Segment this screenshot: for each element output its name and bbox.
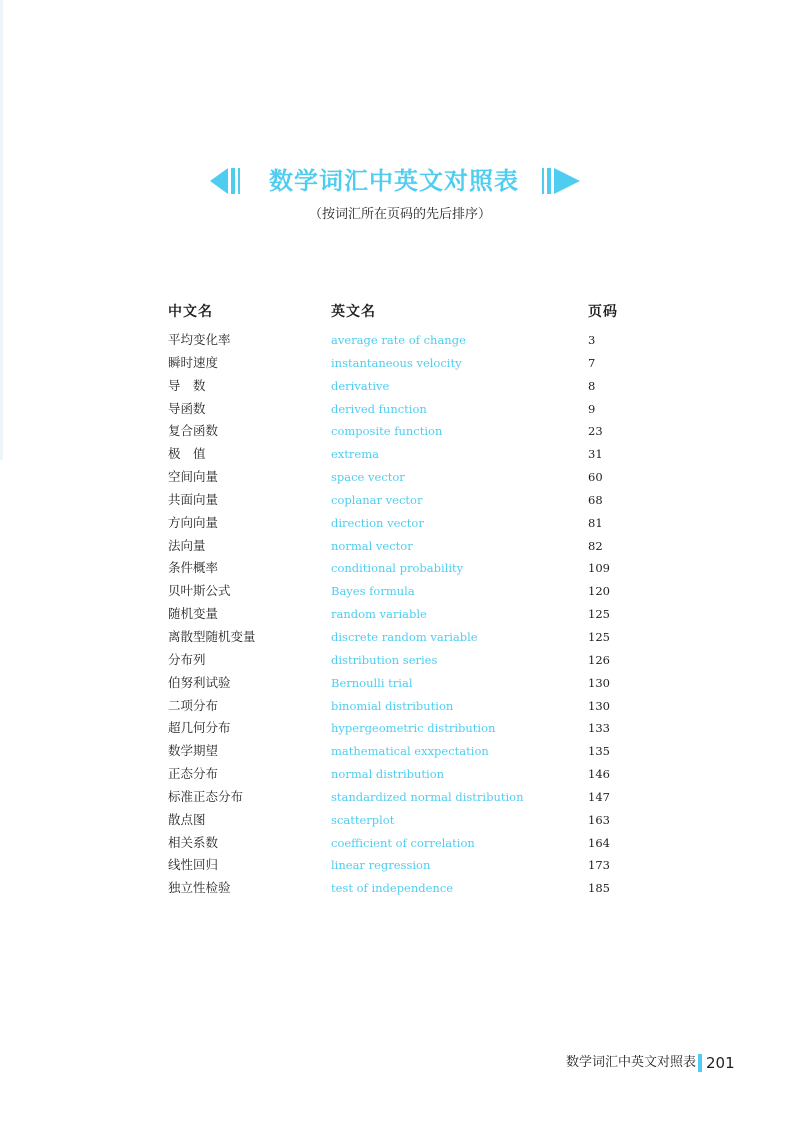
term-page: 164 (588, 835, 610, 850)
term-chinese: 标准正态分布 (168, 788, 244, 804)
term-english: average rate of change (331, 333, 466, 347)
term-chinese: 二项分布 (168, 697, 219, 713)
term-page: 82 (588, 538, 603, 553)
term-english: linear regression (331, 858, 431, 873)
term-chinese: 瞬时速度 (168, 354, 219, 370)
term-english: test of independence (331, 881, 454, 896)
term-english: instantaneous velocity (331, 355, 462, 370)
glossary-row (0, 877, 800, 900)
term-chinese: 伯努利试验 (168, 674, 231, 690)
term-page: 125 (588, 607, 610, 622)
term-page: 130 (588, 698, 610, 713)
footer-divider (698, 1054, 702, 1072)
term-chinese: 数学期望 (168, 743, 219, 759)
term-page: 133 (588, 721, 610, 736)
glossary-row (0, 375, 800, 398)
glossary-row (0, 489, 800, 512)
page-title: 数学词汇中英文对照表 (269, 167, 519, 195)
glossary-row (0, 580, 800, 603)
term-english: mathematical exxpectation (331, 744, 489, 759)
term-chinese: 法向量 (168, 537, 206, 553)
column-header-page: 页码 (588, 304, 618, 320)
term-english: random variable (331, 607, 427, 622)
term-english: coplanar vector (331, 492, 423, 507)
column-header-english: 英文名 (331, 304, 376, 320)
term-page: 23 (588, 424, 603, 439)
term-chinese: 离散型随机变量 (168, 628, 256, 644)
term-page: 147 (588, 789, 610, 804)
term-english: standardized normal distribution (331, 789, 524, 804)
term-page: 31 (588, 447, 603, 462)
term-english: derivative (331, 378, 390, 393)
term-english: space vector (331, 470, 405, 485)
term-chinese: 线性回归 (168, 857, 219, 873)
term-page: 146 (588, 767, 610, 782)
term-english: distribution series (331, 652, 438, 667)
glossary-row (0, 809, 800, 832)
term-page: 60 (588, 470, 603, 485)
glossary-row (0, 535, 800, 558)
column-header-chinese: 中文名 (168, 304, 213, 320)
term-chinese: 方向向量 (168, 514, 219, 530)
term-english: discrete random variable (331, 629, 478, 644)
glossary-row (0, 717, 800, 740)
term-chinese: 条件概率 (168, 560, 219, 576)
term-english: Bayes formula (331, 584, 415, 599)
term-chinese: 散点图 (168, 811, 206, 827)
glossary-row (0, 672, 800, 695)
glossary-row (0, 420, 800, 443)
term-english: binomial distribution (331, 698, 454, 713)
glossary-row (0, 626, 800, 649)
term-english: normal vector (331, 538, 413, 553)
term-page: 173 (588, 858, 610, 873)
title-band (0, 164, 800, 198)
term-english: scatterplot (331, 812, 395, 827)
term-english: composite function (331, 424, 443, 439)
page-footer (0, 1052, 800, 1074)
glossary-row (0, 398, 800, 421)
glossary-row (0, 329, 800, 352)
glossary-row (0, 695, 800, 718)
term-chinese: 复合函数 (168, 423, 219, 439)
term-chinese: 贝叶斯公式 (168, 583, 231, 599)
glossary-list (0, 329, 800, 900)
footer-title: 数学词汇中英文对照表 (565, 1055, 696, 1070)
term-chinese: 平均变化率 (168, 332, 231, 347)
glossary-row (0, 832, 800, 855)
term-chinese: 分布列 (168, 651, 206, 667)
glossary-row (0, 603, 800, 626)
term-page: 120 (588, 584, 610, 599)
term-page: 125 (588, 629, 610, 644)
term-page: 3 (588, 333, 596, 347)
glossary-row (0, 512, 800, 535)
term-page: 68 (588, 492, 603, 507)
term-english: Bernoulli trial (331, 675, 413, 690)
term-chinese: 极 值 (168, 446, 206, 462)
glossary-row (0, 854, 800, 877)
glossary-row (0, 443, 800, 466)
term-chinese: 导函数 (168, 400, 206, 416)
term-english: extrema (331, 447, 379, 462)
term-english: hypergeometric distribution (331, 721, 496, 736)
glossary-row (0, 352, 800, 375)
right-arrow-icon (540, 164, 580, 198)
term-chinese: 随机变量 (168, 606, 219, 622)
term-page: 185 (588, 881, 610, 896)
term-page: 135 (588, 744, 610, 759)
term-page: 130 (588, 675, 610, 690)
term-english: direction vector (331, 515, 424, 530)
term-chinese: 超几何分布 (168, 720, 231, 736)
glossary-row (0, 786, 800, 809)
glossary-row (0, 740, 800, 763)
term-chinese: 共面向量 (168, 491, 219, 507)
glossary-row (0, 763, 800, 786)
term-page: 109 (588, 561, 610, 576)
term-english: conditional probability (331, 561, 464, 576)
left-arrow-icon (210, 164, 242, 198)
glossary-row (0, 466, 800, 489)
term-english: derived function (331, 401, 427, 416)
term-page: 81 (588, 515, 603, 530)
term-english: coefficient of correlation (331, 835, 475, 850)
term-chinese: 导 数 (168, 377, 206, 393)
term-chinese: 相关系数 (168, 834, 219, 850)
glossary-row (0, 649, 800, 672)
page-number: 201 (706, 1054, 735, 1072)
term-chinese: 正态分布 (168, 766, 219, 782)
term-page: 126 (588, 652, 610, 667)
term-chinese: 空间向量 (168, 469, 219, 485)
term-chinese: 独立性检验 (168, 880, 231, 896)
term-page: 163 (588, 812, 610, 827)
glossary-row (0, 557, 800, 580)
term-page: 9 (588, 401, 596, 416)
page-subtitle: （按词汇所在页码的先后排序） (308, 207, 491, 222)
term-english: normal distribution (331, 767, 445, 782)
term-page: 7 (588, 355, 596, 370)
term-page: 8 (588, 378, 596, 393)
